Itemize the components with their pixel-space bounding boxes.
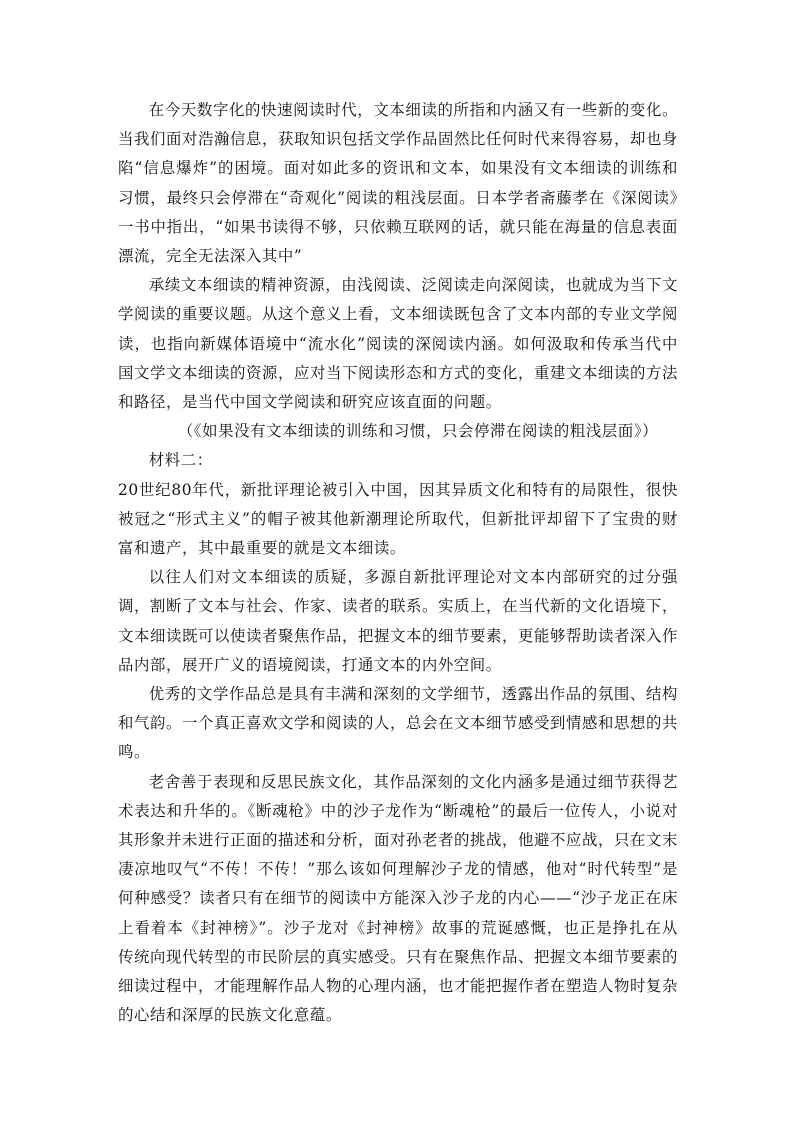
material-label: 材料二： [148, 451, 213, 470]
paragraph: 承续文本细读的精神资源，由浅阅读、泛阅读走向深阅读，也就成为当下文学阅读的重要议题。从这个意义上看，文本细读既包含了文本内部的专业文学阅读，也指向新媒体语境中“流水化”阅读的深阅读内涵。如何汲取和传承当代中国文学文本细读的资源，应对当下阅读形态和方式的变化，重建文本细读的方法和路径，是当代中国文学阅读和研究应该直面的问题。 [118, 276, 678, 412]
paragraph: 以往人们对文本细读的质疑，多源自新批评理论对文本内部研究的过分强调，割断了文本与社会、作家、读者的联系。实质上，在当代新的文化语境下，文本细读既可以使读者聚焦作品，把握文本的细节要素，更能够帮助读者深入作品内部，展开广义的语境阅读，打通文本的内外空间。 [118, 568, 678, 674]
paragraph: 老舍善于表现和反思民族文化，其作品深刻的文化内涵多是通过细节获得艺术表达和升华的。《断魂枪》中的沙子龙作为“断魂枪”的最后一位传人，小说对其形象并未进行正面的描述和分析，面对孙老者的挑战，他避不应战，只在文末凄凉地叹气“不传！不传！”那么该如何理解沙子龙的情感，他对“时代转型”是何种感受？读者只有在细节的阅读中方能深入沙子龙的内心——“沙子龙正在床上看着本《封神榜》”。沙子龙对《封神榜》故事的荒诞感慨，也正是挣扎在从传统向现代转型的市民阶层的真实感受。只有在聚焦作品、把握文本细节要素的细读过程中，才能理解作品人物的心理内涵，也才能把握作者在塑造人物时复杂的心结和深厚的民族文化意蕴。 [118, 772, 678, 1025]
paragraph: 在今天数字化的快速阅读时代，文本细读的所指和内涵又有一些新的变化。当我们面对浩瀚信息，获取知识包括文学作品固然比任何时代来得容易，却也身陷“信息爆炸”的困境。面对如此多的资讯和文本，如果没有文本细读的训练和习惯，最终只会停滞在“奇观化”阅读的粗浅层面。日本学者斋藤孝在《深阅读》一书中指出，“如果书读得不够，只依赖互联网的话，就只能在海量的信息表面漂流，完全无法深入其中” [118, 101, 678, 266]
paragraph: 20世纪80年代，新批评理论被引入中国，因其异质文化和特有的局限性，很快被冠之“形式主义”的帽子被其他新潮理论所取代，但新批评却留下了宝贵的财富和遗产，其中最重要的就是文本细读。 [118, 480, 678, 558]
paragraph: 优秀的文学作品总是具有丰满和深刻的文学细节，透露出作品的氛围、结构和气韵。一个真正喜欢文学和阅读的人，总会在文本细节感受到情感和思想的共鸣。 [118, 685, 678, 762]
source-citation: （《如果没有文本细读的训练和习惯，只会停滞在阅读的粗浅层面》） [177, 422, 659, 441]
document-body [118, 96, 678, 1031]
